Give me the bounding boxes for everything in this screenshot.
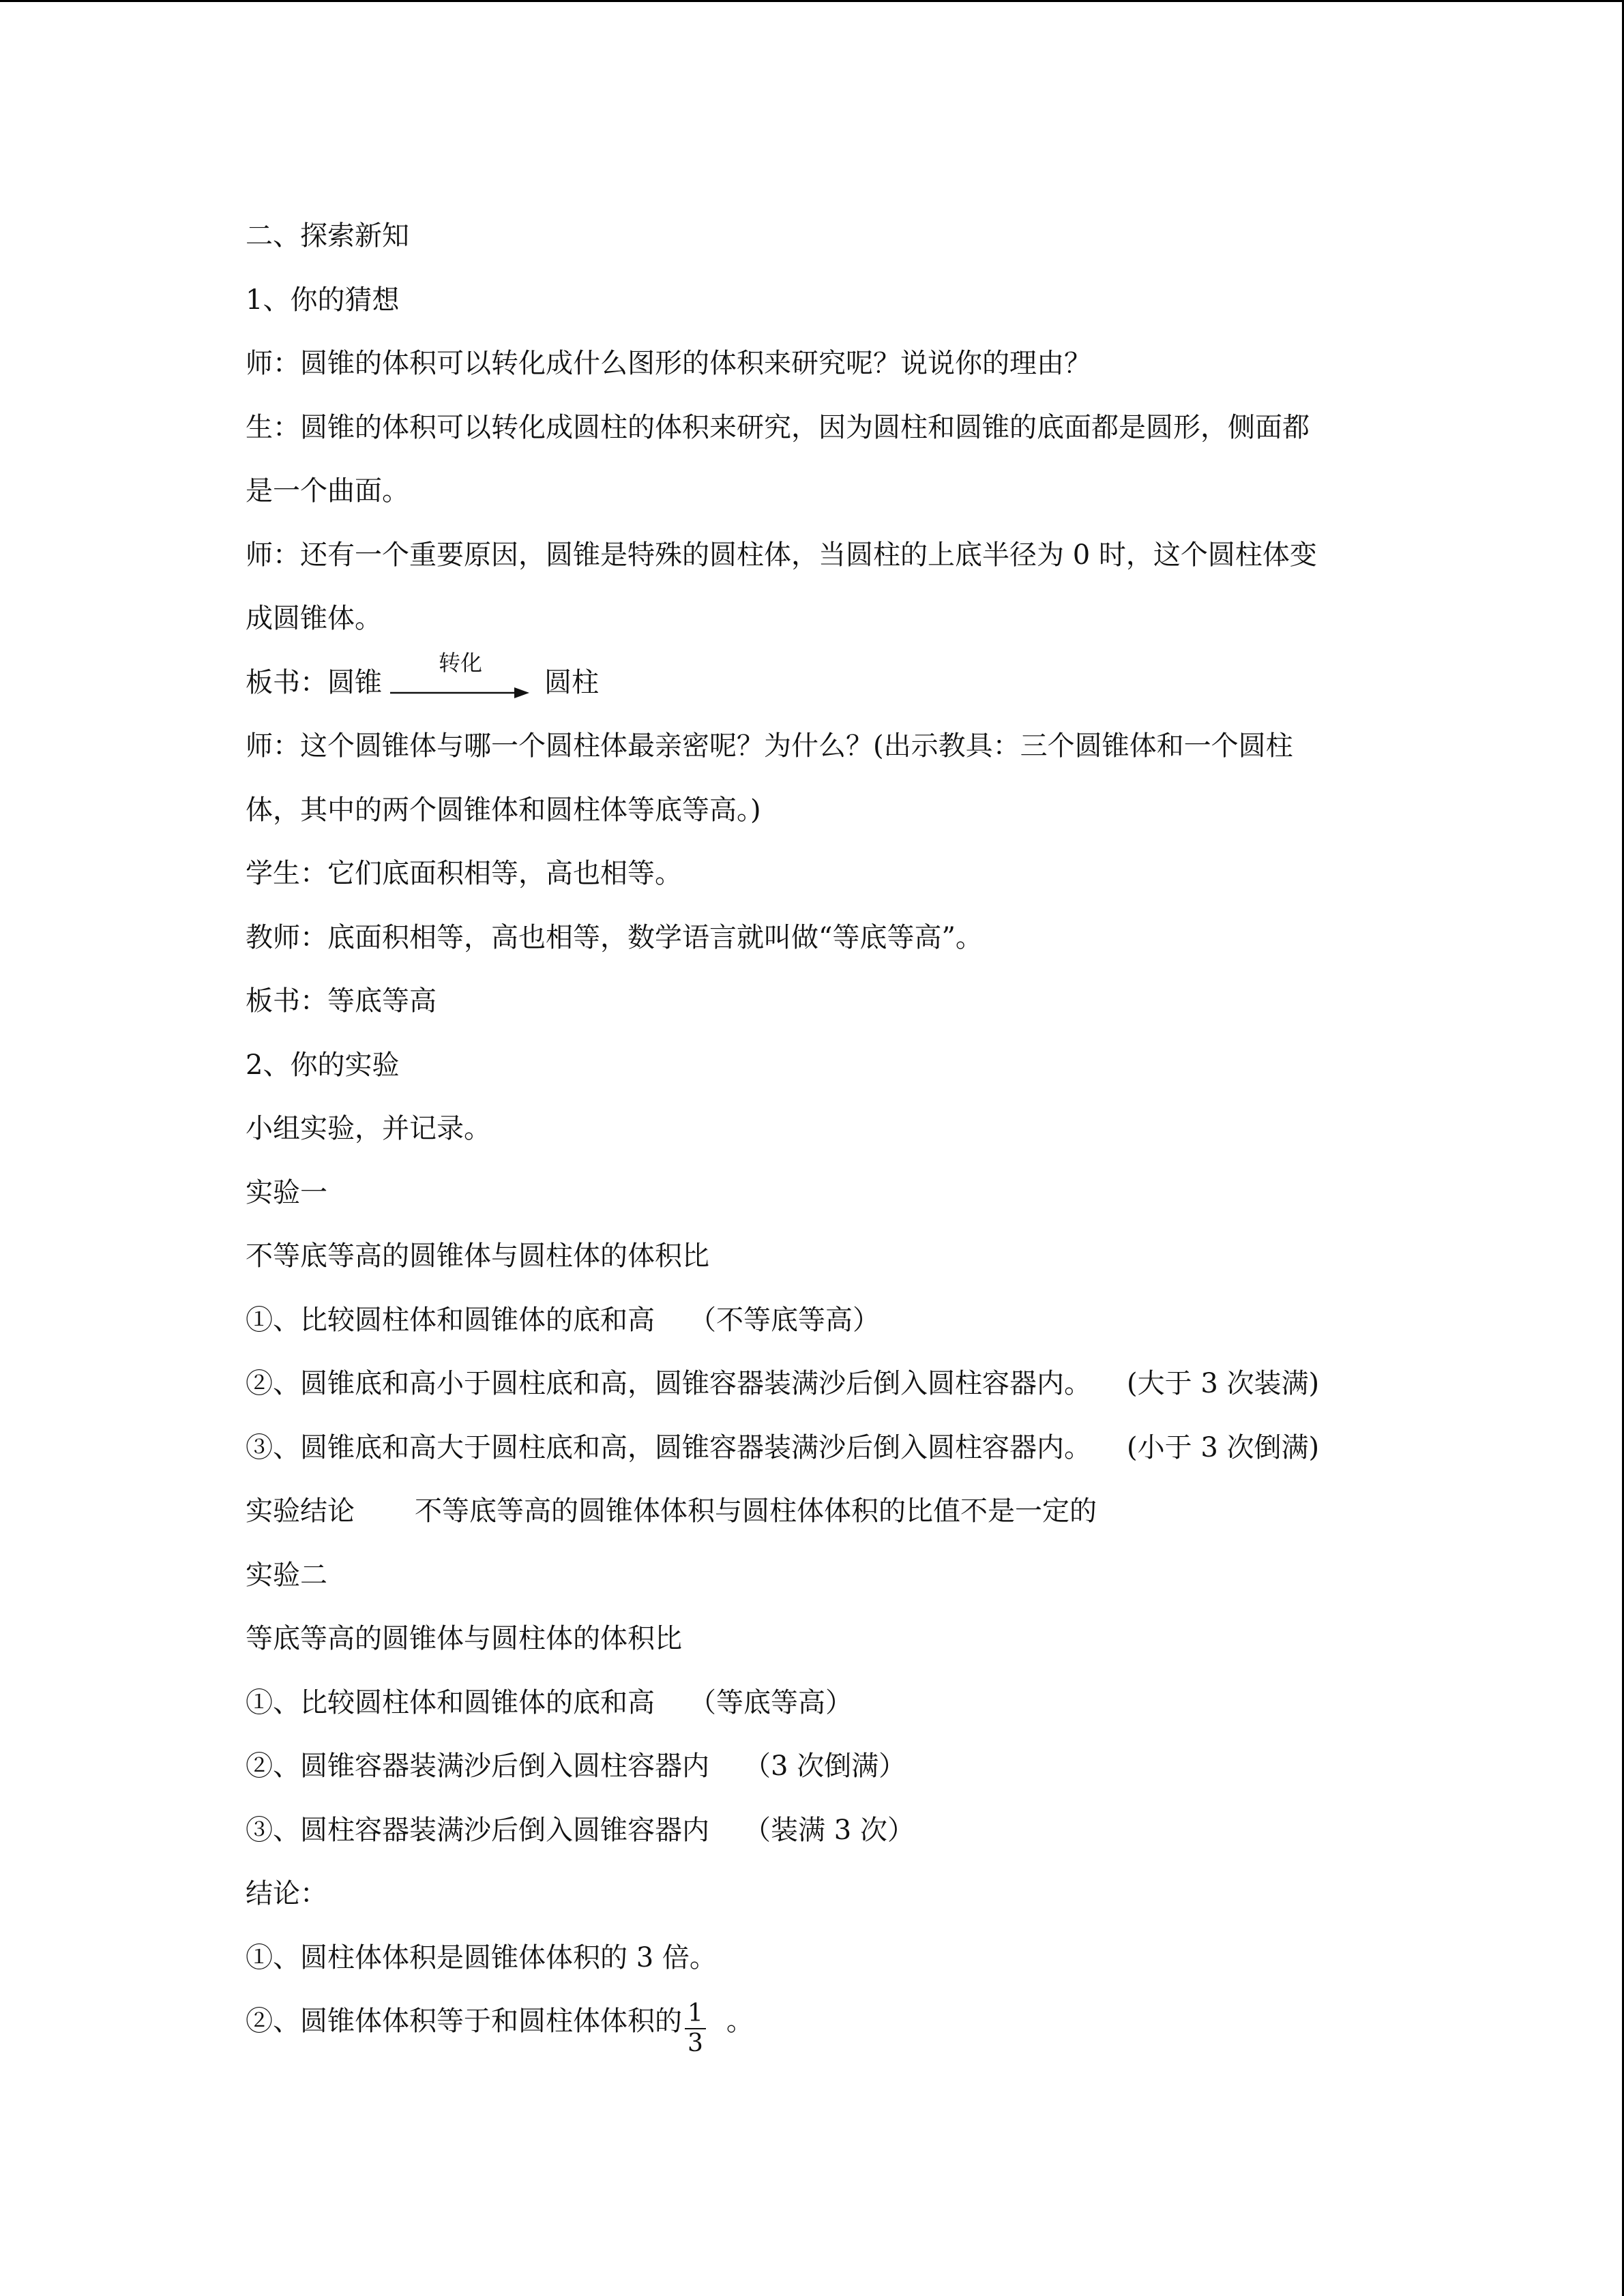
experiment-1-step-2-note: (大于 3 次装满): [1127, 1368, 1320, 1399]
experiment-1-conclusion: [246, 1480, 1405, 1544]
section2-title: 2、你的实验: [246, 1049, 400, 1081]
section-heading: 二、探索新知: [246, 220, 409, 252]
experiment-2-step-3: [246, 1799, 1405, 1863]
student-answer-1-line-1: 生：圆锥的体积可以转化成圆柱的体积来研究，因为圆柱和圆锥的底面都是圆形，侧面都: [246, 411, 1310, 443]
experiment-1-step-2: [246, 1352, 1405, 1416]
experiment-2-subtitle: 等底等高的圆锥体与圆柱体的体积比: [246, 1623, 682, 1654]
experiment-1-step-3: [246, 1416, 1405, 1480]
conclusion-item-1: ①、圆柱体体积是圆锥体体积的 3 倍。: [246, 1941, 717, 1973]
conclusion-label: 结论：: [246, 1878, 327, 1909]
teacher-remark-1-line-2: 成圆锥体。: [246, 603, 382, 634]
experiment-1-step-1-note: （不等底等高）: [689, 1304, 880, 1336]
experiment-1-step-3-text: ③、圆锥底和高大于圆柱底和高，圆锥容器装满沙后倒入圆柱容器内。: [246, 1431, 1091, 1463]
teacher-question-2-line-1: 师：这个圆锥体与哪一个圆柱体最亲密呢？为什么？(出示教具：三个圆锥体和一个圆柱: [246, 730, 1293, 762]
experiment-1-step-3-note: (小于 3 次倒满): [1127, 1431, 1320, 1463]
group-note: 小组实验，并记录。: [246, 1113, 491, 1144]
experiment-2-step-2-text: ②、圆锥容器装满沙后倒入圆柱容器内: [246, 1750, 709, 1782]
experiment-1-conclusion-label: 实验结论: [246, 1495, 355, 1527]
experiment-2-step-1-text: ①、比较圆柱体和圆锥体的底和高: [246, 1686, 655, 1718]
document-page: [246, 205, 1405, 2057]
section1-title: 1、你的猜想: [246, 284, 400, 316]
student-answer-2: 学生：它们底面积相等，高也相等。: [246, 858, 682, 889]
experiment-1-conclusion-text: 不等底等高的圆锥体体积与圆柱体体积的比值不是一定的: [415, 1495, 1097, 1527]
transform-arrow: [389, 649, 532, 705]
conclusion-item-2: [246, 1990, 1405, 2057]
experiment-2-step-3-note: （装满 3 次）: [743, 1814, 915, 1846]
fraction-numerator: 1: [685, 1999, 706, 2029]
board-note-transform: [246, 651, 1405, 715]
experiment-2-title: 实验二: [246, 1559, 327, 1591]
experiment-1-step-2-text: ②、圆锥底和高小于圆柱底和高，圆锥容器装满沙后倒入圆柱容器内。: [246, 1368, 1091, 1399]
student-answer-1-line-2: 是一个曲面。: [246, 475, 409, 507]
experiment-1-title: 实验一: [246, 1176, 327, 1208]
teacher-question-1: 师：圆锥的体积可以转化成什么图形的体积来研究呢？说说你的理由？: [246, 348, 1091, 379]
experiment-2-step-1: [246, 1671, 1405, 1735]
one-third-fraction: [685, 1999, 706, 2058]
experiment-2-step-2-note: （3 次倒满）: [743, 1750, 906, 1782]
experiment-2-step-3-text: ③、圆柱容器装满沙后倒入圆锥容器内: [246, 1814, 709, 1846]
fraction-denominator: 3: [688, 2029, 703, 2057]
transform-arrow-label: 转化: [438, 649, 482, 676]
page-top-border: [0, 0, 1624, 2]
experiment-2-step-2: [246, 1735, 1405, 1799]
experiment-1-subtitle: 不等底等高的圆锥体与圆柱体的体积比: [246, 1240, 709, 1272]
teacher-remark-2: 教师：底面积相等，高也相等，数学语言就叫做“等底等高”。: [246, 921, 983, 953]
board-note-suffix: 圆柱: [544, 666, 599, 698]
conclusion-item-2-suffix: 。: [726, 2006, 754, 2037]
teacher-question-2-line-2: 体，其中的两个圆锥体和圆柱体等底等高。): [246, 794, 761, 826]
board-note-equal: 板书：等底等高: [246, 985, 437, 1017]
experiment-1-step-1-text: ①、比较圆柱体和圆锥体的底和高: [246, 1304, 655, 1336]
experiment-1-step-1: [246, 1289, 1405, 1353]
board-note-prefix: 板书：圆锥: [246, 666, 382, 698]
teacher-remark-1-line-1: 师：还有一个重要原因，圆锥是特殊的圆柱体，当圆柱的上底半径为 0 时，这个圆柱体变: [246, 539, 1317, 571]
experiment-2-step-1-note: （等底等高）: [689, 1686, 853, 1718]
right-arrow-icon: [389, 685, 532, 701]
conclusion-item-2-prefix: ②、圆锥体体积等于和圆柱体体积的: [246, 2006, 682, 2037]
